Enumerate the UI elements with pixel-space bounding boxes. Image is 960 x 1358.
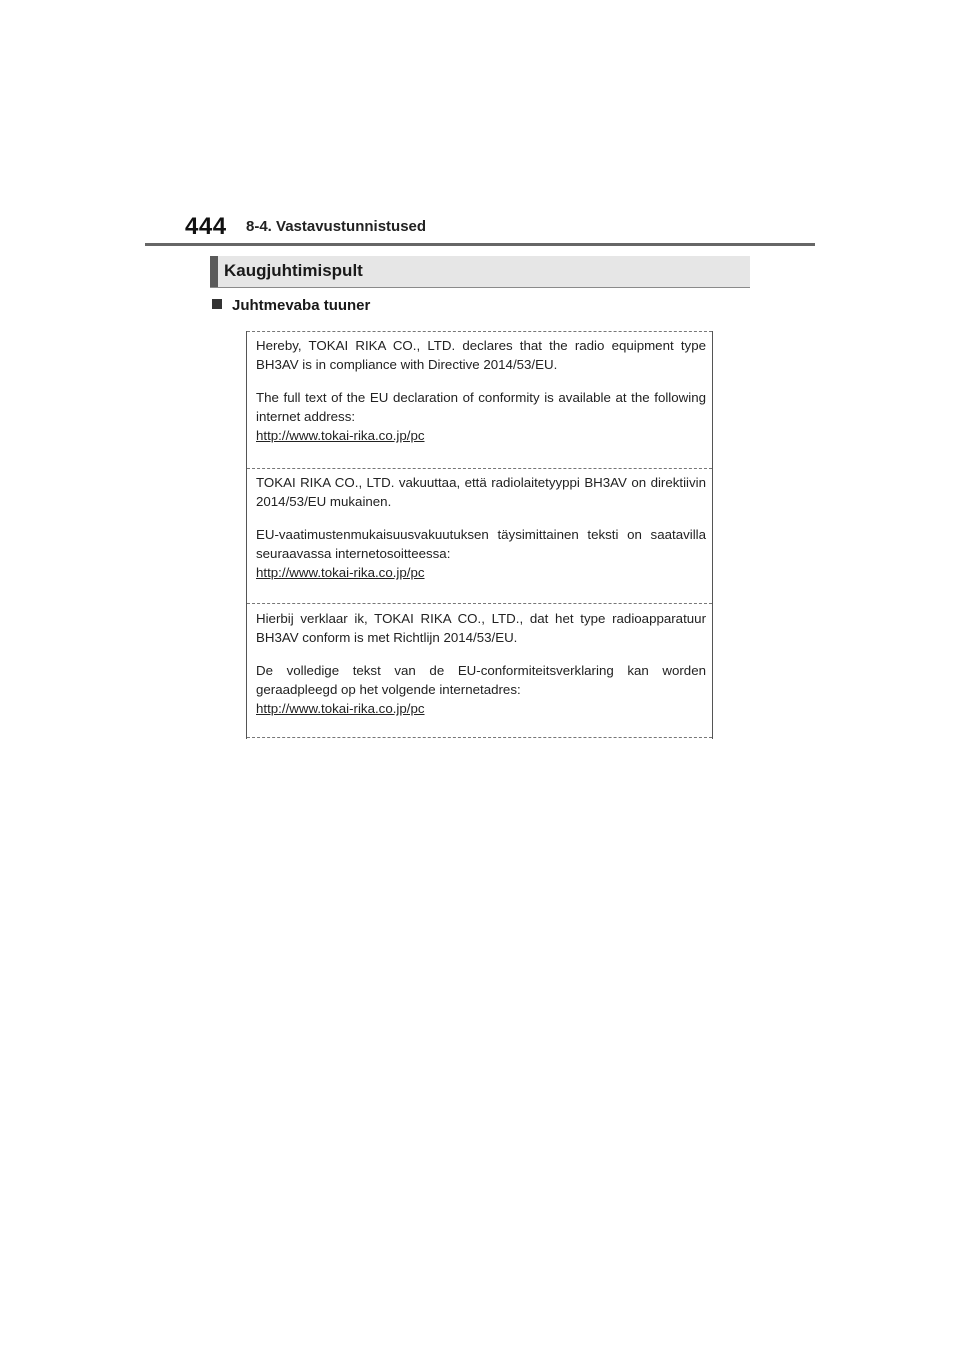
declaration-availability: EU-vaatimustenmukaisuusvakuutuksen täysimittainen teksti on saatavilla seuraavassa internetosoitteessa: <box>256 527 706 561</box>
declaration-statement: Hereby, TOKAI RIKA CO., LTD. declares that the radio equipment type BH3AV is in compliance with Directive 2014/53/EU. <box>256 338 706 372</box>
declaration-english <box>256 336 706 445</box>
topic-accent-bar <box>210 256 218 287</box>
declaration-url-link[interactable]: http://www.tokai-rika.co.jp/pc <box>256 701 425 716</box>
subheading <box>212 297 370 314</box>
declaration-url-link[interactable]: http://www.tokai-rika.co.jp/pc <box>256 565 425 580</box>
topic-heading-box <box>210 256 750 288</box>
subheading-text: Juhtmevaba tuuner <box>232 297 371 314</box>
declaration-url-link[interactable]: http://www.tokai-rika.co.jp/pc <box>256 428 425 443</box>
declaration-separator <box>247 603 712 604</box>
section-title: 8-4. Vastavustunnistused <box>246 218 427 235</box>
declaration-top-rule <box>247 331 712 332</box>
declaration-statement: Hierbij verklaar ik, TOKAI RIKA CO., LTD., dat het type radioapparatuur BH3AV conform is met Richtlijn 2014/53/EU. <box>256 611 706 645</box>
header-rule <box>145 243 815 246</box>
declaration-finnish <box>256 473 706 582</box>
page-number: 444 <box>185 213 227 240</box>
declaration-statement: TOKAI RIKA CO., LTD. vakuuttaa, että radiolaitetyyppi BH3AV on direktiivin 2014/53/EU mukainen. <box>256 475 706 509</box>
declaration-box <box>246 331 713 739</box>
square-bullet-icon <box>212 299 222 309</box>
declaration-separator <box>247 468 712 469</box>
declaration-availability: The full text of the EU declaration of conformity is available at the following internet address: <box>256 390 706 424</box>
declaration-dutch <box>256 609 706 718</box>
declaration-availability: De volledige tekst van de EU-conformiteitsverklaring kan worden geraadpleegd op het volgende internetadres: <box>256 663 706 697</box>
topic-title: Kaugjuhtimispult <box>224 261 363 280</box>
declaration-bottom-rule <box>247 737 712 738</box>
